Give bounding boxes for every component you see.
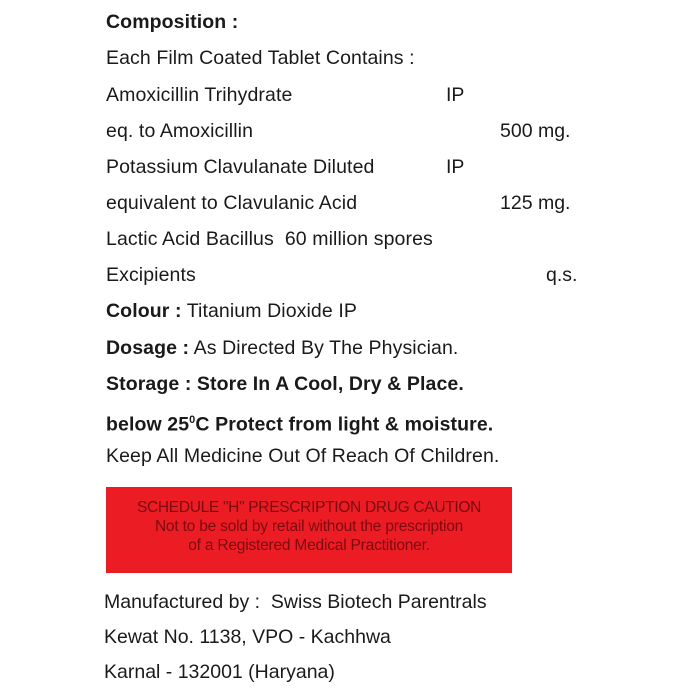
dosage-value: As Directed By The Physician. (193, 337, 459, 359)
colour-line (106, 299, 357, 323)
ingredient-amount: 500 mg. (500, 120, 571, 142)
storage-line-1: Storage : Store In A Cool, Dry & Place. (106, 373, 464, 395)
composition-heading: Composition : (106, 11, 239, 33)
keep-away-warning: Keep All Medicine Out Of Reach Of Children. (106, 445, 500, 467)
caution-line-2: of a Registered Medical Practitioner. (188, 537, 430, 554)
manufacturer-city: Karnal - 132001 (Haryana) (104, 661, 335, 683)
colour-value: Titanium Dioxide IP (186, 300, 357, 322)
manufacturer-address: Kewat No. 1138, VPO - Kachhwa (104, 626, 391, 648)
ingredient-name: equivalent to Clavulanic Acid (106, 192, 358, 214)
ingredient-name: Excipients (106, 264, 196, 286)
composition-intro: Each Film Coated Tablet Contains : (106, 47, 415, 69)
dosage-line (106, 336, 458, 360)
ingredient-amount: 125 mg. (500, 192, 571, 214)
ingredient-name: eq. to Amoxicillin (106, 120, 254, 142)
ingredient-name: Amoxicillin Trihydrate (106, 84, 293, 106)
schedule-h-caution-box (106, 487, 512, 573)
caution-title: SCHEDULE "H" PRESCRIPTION DRUG CAUTION (136, 499, 482, 516)
ingredient-standard: IP (446, 156, 465, 178)
ingredient-standard: IP (446, 84, 465, 106)
manufacturer-name: Manufactured by : Swiss Biotech Parentrals (104, 591, 487, 613)
ingredient-amount: q.s. (546, 264, 578, 286)
colour-label: Colour : (106, 300, 182, 322)
storage-temp-prefix: below 25 (106, 413, 190, 436)
storage-temp-suffix: C Protect from light & moisture. (195, 413, 494, 436)
ingredient-name: Lactic Acid Bacillus 60 million spores (106, 228, 433, 250)
degree-superscript: 0 (189, 414, 196, 426)
caution-line-1: Not to be sold by retail without the prescription (154, 518, 464, 535)
ingredient-name: Potassium Clavulanate Diluted (106, 156, 375, 178)
storage-line-2 (106, 408, 493, 437)
dosage-label: Dosage : (106, 337, 190, 359)
